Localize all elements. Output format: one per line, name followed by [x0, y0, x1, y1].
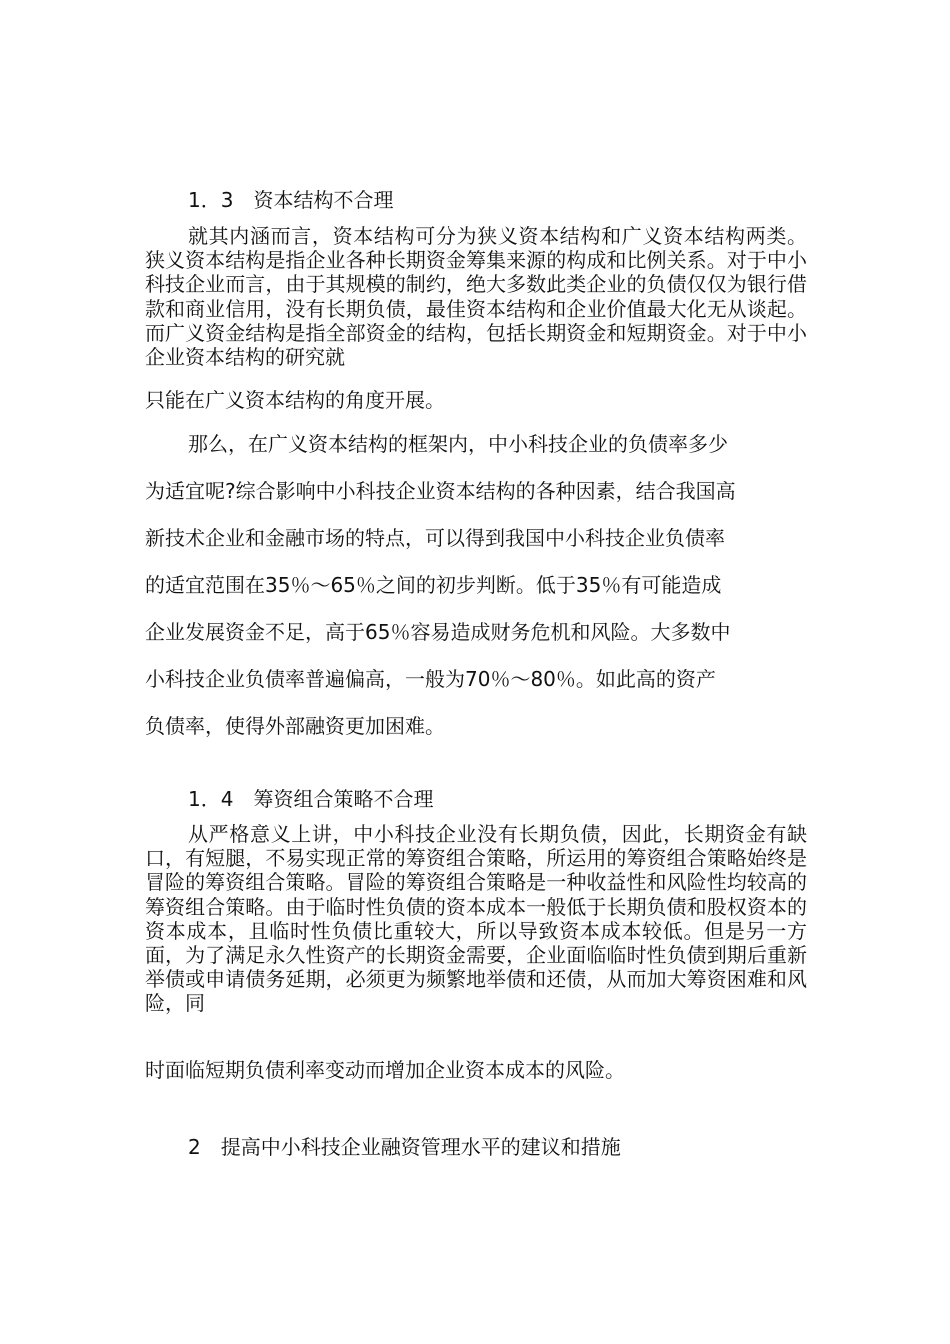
paragraph-line: 为适宜呢?综合影响中小科技企业资本结构的各种因素，结合我国高	[145, 479, 736, 503]
section-heading-2: 2 提高中小科技企业融资管理水平的建议和措施	[188, 1135, 621, 1159]
paragraph-line: 的适宜范围在35％～65％之间的初步判断。低于35％有可能造成	[145, 573, 722, 597]
section-heading-1-3: 1．3 资本结构不合理	[188, 188, 394, 212]
paragraph-capital-structure: 就其内涵而言，资本结构可分为狭义资本结构和广义资本结构两类。狭义资本结构是指企业各种长期资金筹集来源的构成和比例关系。对于中小科技企业而言，由于其规模的制约，绝大多数此类企业的负债仅仅为银行借款和商业信用，没有长期负债，最佳资本结构和企业价值最大化无从谈起。而广义资金结构是指全部资金的结构，包括长期资金和短期资金。对于中小企业资本结构的研究就	[145, 224, 807, 370]
paragraph-line: 小科技企业负债率普遍偏高，一般为70％～80％。如此高的资产	[145, 667, 716, 691]
paragraph-line: 那么，在广义资本结构的框架内，中小科技企业的负债率多少	[188, 432, 728, 456]
paragraph-line: 只能在广义资本结构的角度开展。	[145, 388, 445, 412]
paragraph-line: 企业发展资金不足，高于65％容易造成财务危机和风险。大多数中	[145, 620, 731, 644]
section-heading-1-4: 1．4 筹资组合策略不合理	[188, 787, 434, 811]
paragraph-line: 时面临短期负债利率变动而增加企业资本成本的风险。	[145, 1058, 625, 1082]
paragraph-line: 负债率，使得外部融资更加困难。	[145, 714, 445, 738]
paragraph-financing-strategy: 从严格意义上讲，中小科技企业没有长期负债，因此，长期资金有缺口，有短腿，不易实现正常的筹资组合策略，所运用的筹资组合策略始终是冒险的筹资组合策略。冒险的筹资组合策略是一种收益性和风险性均较高的筹资组合策略。由于临时性负债的资本成本一般低于长期负债和股权资本的资本成本，且临时性负债比重较大，所以导致资本成本较低。但是另一方面，为了满足永久性资产的长期资金需要，企业面临临时性负债到期后重新举债或申请债务延期，必须更为频繁地举债和还债，从而加大筹资困难和风险，同	[145, 822, 807, 1016]
paragraph-line: 新技术企业和金融市场的特点，可以得到我国中小科技企业负债率	[145, 526, 725, 550]
